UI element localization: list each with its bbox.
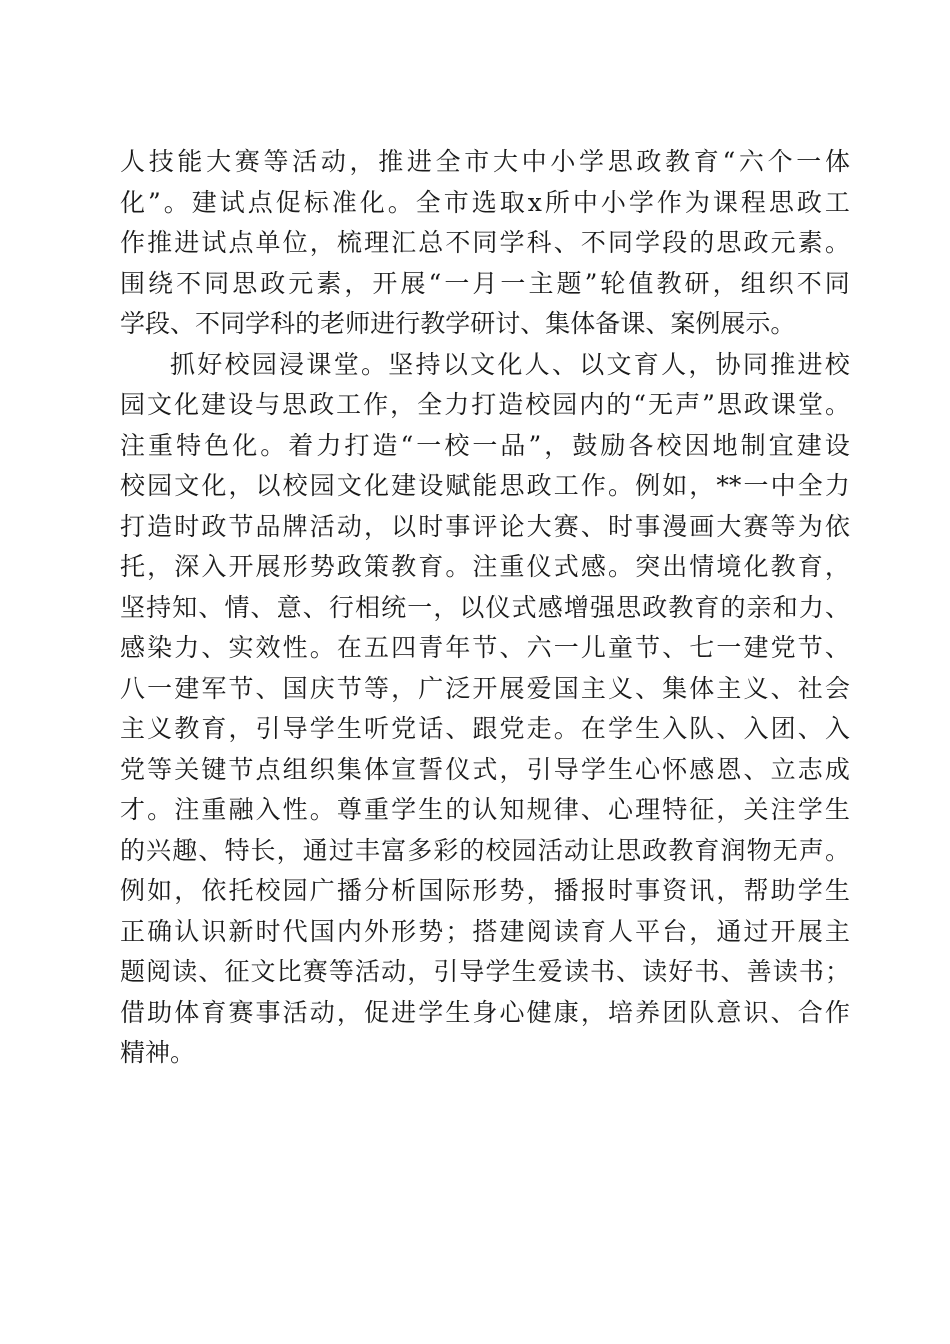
body-text <box>120 142 850 1074</box>
text-line: 的 兴 趣 、 特 长 ， 通 过 丰 富 多 彩 的 校 园 活 动 让 思 政 教 育 润 物 无 声 。 <box>120 835 850 865</box>
text-line: 校 园 文 化 ， 以 校 园 文 化 建 设 赋 能 思 政 工 作 。 例 如 ， ** 一 中 全 力 <box>120 471 850 500</box>
text-line: 人 技 能 大 赛 等 活 动 ， 推 进 全 市 大 中 小 学 思 政 教 育 “ 六 个 一 体 <box>120 147 850 176</box>
text-line: 围 绕 不 同 思 政 元 素 ， 开 展 “ 一 月 一 主 题 ” 轮 值 教 研 ， 组 织 不 同 <box>120 268 850 298</box>
text-line: 打 造 时 政 节 品 牌 活 动 ， 以 时 事 评 论 大 赛 、 时 事 漫 画 大 赛 等 为 依 <box>120 511 850 541</box>
text-line: 才 。 注 重 融 入 性 。 尊 重 学 生 的 认 知 规 律 、 心 理 特 征 ， 关 注 学 生 <box>120 795 850 824</box>
text-line: 精 神 。 <box>120 1038 196 1067</box>
text-line: 学 段 、 不 同 学 科 的 老 师 进 行 教 学 研 讨 、 集 体 备 课 、 案 例 展 示 。 <box>120 309 796 338</box>
text-line: 托 ， 深 入 开 展 形 势 政 策 教 育 。 注 重 仪 式 感 。 突 出 情 境 化 教 育 ， <box>120 552 850 581</box>
text-line: 党 等 关 键 节 点 组 织 集 体 宣 誓 仪 式 ， 引 导 学 生 心 怀 感 恩 、 立 志 成 <box>120 754 850 784</box>
text-line: 园 文 化 建 设 与 思 政 工 作 ， 全 力 打 造 校 园 内 的 “ 无 声 ” 思 政 课 堂 。 <box>120 390 850 419</box>
text-line: 八 一 建 军 节 、 国 庆 节 等 ， 广 泛 开 展 爱 国 主 义 、 集 体 主 义 、 社 会 <box>120 673 850 703</box>
text-line: 作 推 进 试 点 单 位 ， 梳 理 汇 总 不 同 学 科 、 不 同 学 段 的 思 政 元 素 。 <box>120 228 850 257</box>
text-line: 例 如 ， 依 托 校 园 广 播 分 析 国 际 形 势 ， 播 报 时 事 资 讯 ， 帮 助 学 生 <box>120 876 850 905</box>
text-line: 感 染 力 、 实 效 性 。 在 五 四 青 年 节 、 六 一 儿 童 节 、 七 一 建 党 节 、 <box>120 633 850 662</box>
text-line: 借 助 体 育 赛 事 活 动 ， 促 进 学 生 身 心 健 康 ， 培 养 团 队 意 识 、 合 作 <box>120 997 850 1027</box>
text-line: 主 义 教 育 ， 引 导 学 生 听 党 话 、 跟 党 走 。 在 学 生 入 队 、 入 团 、 入 <box>120 714 850 743</box>
paragraph-first-line: 抓 好 校 园 浸 课 堂 。 坚 持 以 文 化 人 、 以 文 育 人 ， 协 同 推 进 校 <box>170 349 850 379</box>
text-line: 坚 持 知 、 情 、 意 、 行 相 统 一 ， 以 仪 式 感 增 强 思 政 教 育 的 亲 和 力 、 <box>120 592 850 622</box>
text-line: 化 ” 。 建 试 点 促 标 准 化 。 全 市 选 取 x 所 中 小 学 作 为 课 程 思 政 工 <box>120 187 850 217</box>
text-line: 题 阅 读 、 征 文 比 赛 等 活 动 ， 引 导 学 生 爱 读 书 、 读 好 书 、 善 读 书 ； <box>120 957 850 986</box>
text-line: 注 重 特 色 化 。 着 力 打 造 “ 一 校 一 品 ” ， 鼓 励 各 校 因 地 制 宜 建 设 <box>120 430 850 460</box>
text-line: 正 确 认 识 新 时 代 国 内 外 形 势 ； 搭 建 阅 读 育 人 平 台 ， 通 过 开 展 主 <box>120 916 850 946</box>
